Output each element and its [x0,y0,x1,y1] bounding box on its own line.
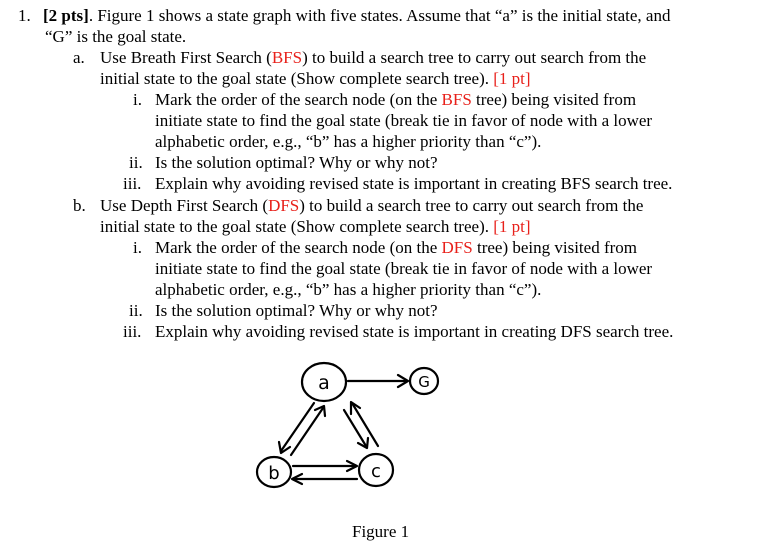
part-b-ii-text: Is the solution optimal? Why or why not? [155,301,438,320]
figure-caption: Figure 1 [352,522,410,541]
node-g-label: G [418,373,430,391]
part-b-i-line-1-post: tree) being visited from [472,238,637,257]
part-b-i-line-1-pre: Mark the order of the search node (on the [155,238,442,257]
part-a-iii-marker: iii. [123,174,142,193]
part-a-ii-marker: ii. [129,153,143,172]
part-a-i-line-1-pre: Mark the order of the search node (on the [155,90,442,109]
part-a-line-1-pre: Use Breath First Search ( [100,48,272,67]
part-a-line-1-post: ) to build a search tree to carry out search from the [302,48,647,67]
part-a-points: [1 pt] [493,69,531,88]
part-b-i-dfs-highlight: DFS [441,238,473,257]
part-a-i-line-2: initiate state to find the goal state (break tie in favor of node with a lower [155,111,653,130]
part-a-marker: a. [73,48,85,67]
question-points: [2 pts] [43,6,89,25]
part-a-iii-text: Explain why avoiding revised state is important in creating BFS search tree. [155,174,673,193]
part-a-i-line-1-post: tree) being visited from [471,90,637,109]
part-b-ii-marker: ii. [129,301,143,320]
edge-c-a [352,403,378,446]
node-c-label: c [371,461,381,482]
part-b-i-line-3: alphabetic order, e.g., “b” has a higher priority than “c”). [155,280,542,299]
part-b-marker: b. [73,196,86,215]
node-b-label: b [268,463,280,484]
part-b-i-line-2: initiate state to find the goal state (break tie in favor of node with a lower [155,259,653,278]
part-b-iii-marker: iii. [123,322,142,341]
part-a-ii-text: Is the solution optimal? Why or why not? [155,153,438,172]
part-b-dfs-highlight: DFS [268,196,300,215]
edge-a-c [344,410,366,446]
part-b-iii-text: Explain why avoiding revised state is important in creating DFS search tree. [155,322,674,341]
question-intro-1: . Figure 1 shows a state graph with five states. Assume that “a” is the initial state, and [88,6,671,25]
part-a-i-marker: i. [133,90,142,109]
part-b-line-1-pre: Use Depth First Search ( [100,196,269,215]
part-b-line-1-post: ) to build a search tree to carry out search from the [299,196,644,215]
question-intro-2: “G” is the goal state. [45,27,187,46]
node-a-label: a [318,372,330,394]
part-b-i-marker: i. [133,238,142,257]
part-a-i-line-3: alphabetic order, e.g., “b” has a higher priority than “c”). [155,132,542,151]
part-a-i-bfs-highlight: BFS [441,90,472,109]
part-a-bfs-highlight: BFS [271,48,303,67]
question-number: 1. [18,6,31,25]
part-b-line-2-pre: initial state to the goal state (Show complete search tree). [100,217,494,236]
part-a-line-2-pre: initial state to the goal state (Show complete search tree). [100,69,494,88]
part-b-points: [1 pt] [493,217,531,236]
